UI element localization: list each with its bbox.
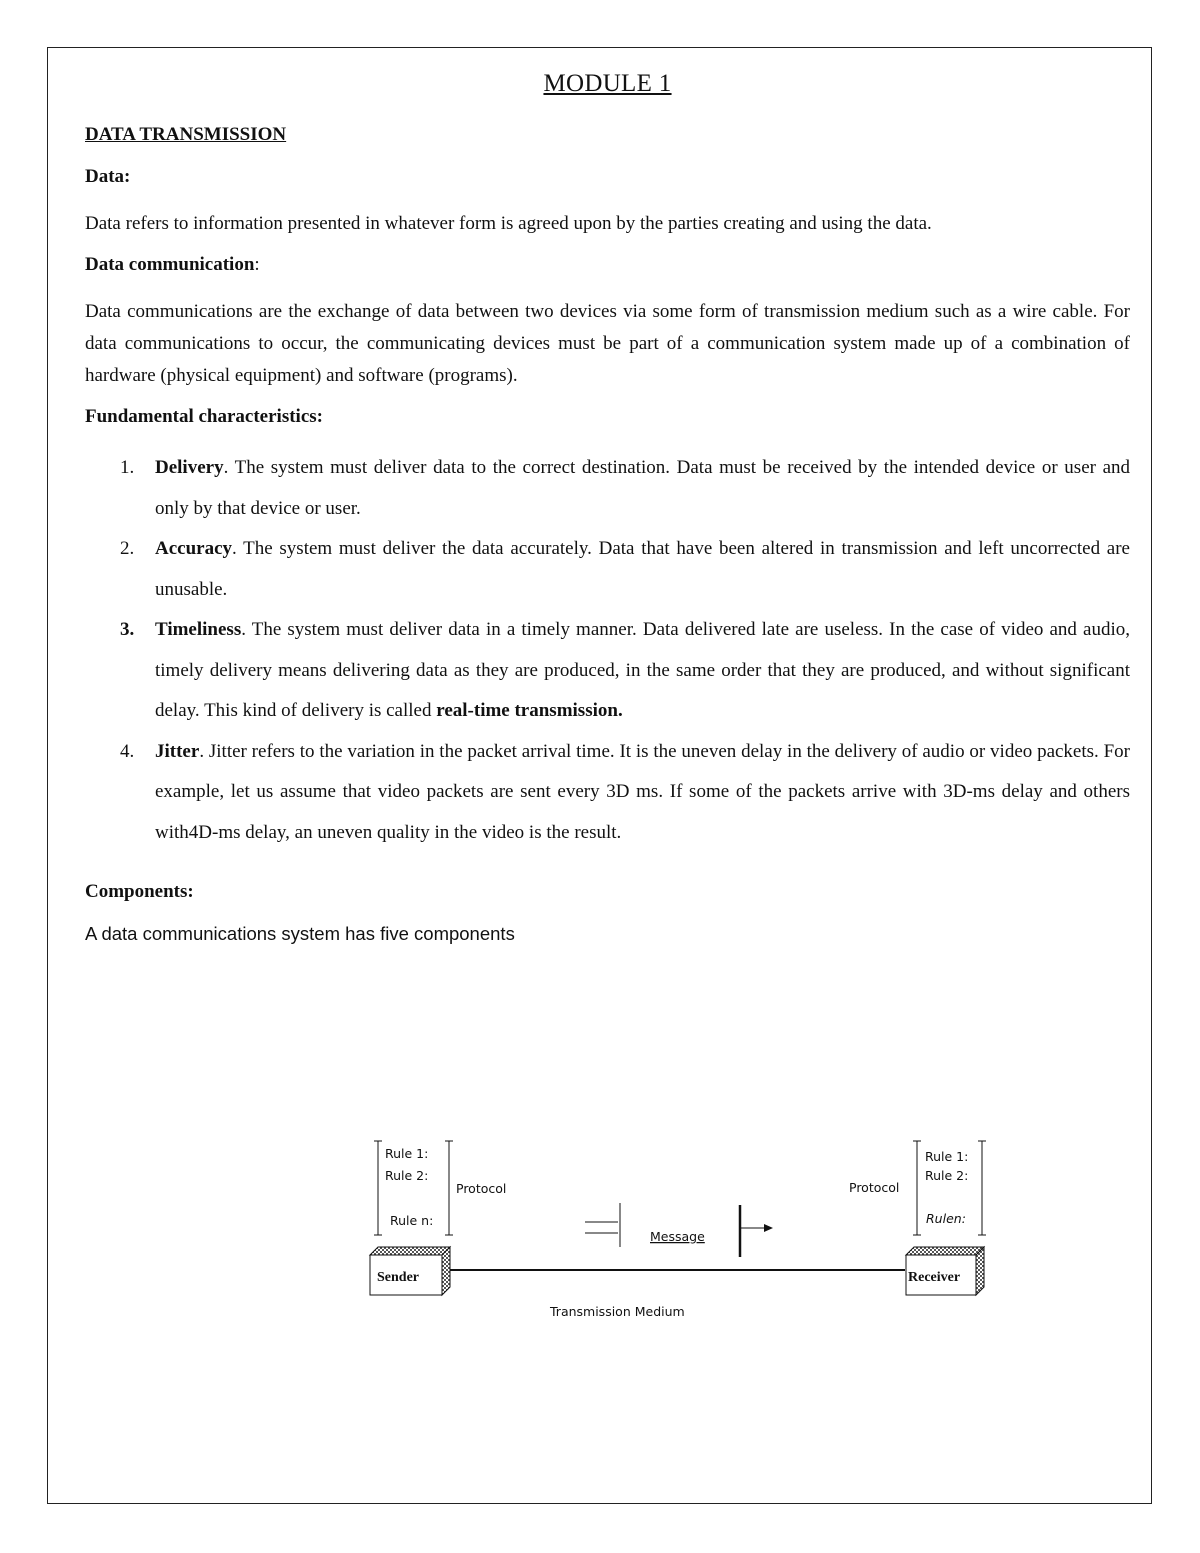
transmission-medium-label: Transmission Medium bbox=[550, 1304, 685, 1319]
characteristics-list bbox=[85, 448, 1130, 853]
left-rule-1: Rule 1: bbox=[385, 1146, 429, 1161]
data-communication-heading-text: Data communication bbox=[85, 254, 255, 275]
communication-diagram-svg bbox=[360, 1135, 1000, 1335]
section-title: DATA TRANSMISSION bbox=[85, 124, 287, 145]
list-term: Timeliness bbox=[155, 619, 242, 640]
list-text: . Jitter refers to the variation in the packet arrival time. It is the uneven delay in the delivery of audio or video packets. For example, let us assume that video packets are sent every 3D ms. If some of the packets arrive with 3D-ms delay and others with4D-ms delay, an uneven quality in the video is the result. bbox=[155, 740, 1130, 843]
list-number: 3. bbox=[120, 619, 135, 640]
components-heading: Components: bbox=[85, 881, 194, 902]
list-text: . The system must deliver the data accurately. Data that have been altered in transmission and left uncorrected are unusable. bbox=[155, 538, 1130, 600]
list-term: Accuracy bbox=[155, 538, 233, 559]
list-item-delivery bbox=[85, 448, 1130, 529]
right-rule-n: Rulen: bbox=[926, 1211, 966, 1226]
message-label: Message bbox=[650, 1229, 705, 1244]
list-number: 1. bbox=[120, 457, 135, 478]
data-communication-heading-colon: : bbox=[254, 254, 260, 275]
list-term: Jitter bbox=[155, 740, 200, 762]
list-item-timeliness bbox=[85, 610, 1130, 732]
document-content bbox=[85, 70, 1130, 945]
data-communication-heading bbox=[85, 254, 1130, 276]
list-number: 2. bbox=[120, 538, 135, 559]
list-term: Delivery bbox=[155, 457, 224, 478]
communication-diagram bbox=[360, 1135, 1000, 1335]
data-definition: Data refers to information presented in whatever form is agreed upon by the parties creating and using the data. bbox=[85, 213, 932, 234]
receiver-label: Receiver bbox=[908, 1270, 961, 1285]
left-rule-2: Rule 2: bbox=[385, 1168, 429, 1183]
sender-label: Sender bbox=[377, 1270, 419, 1285]
data-communication-definition: Data communications are the exchange of data between two devices via some form of transmission medium such as a wire cable. For data communications to occur, the communicating devices must be part of a communication system made up of a combination of hardware (physical equipment) and software (programs). bbox=[85, 301, 1130, 386]
left-rule-n: Rule n: bbox=[390, 1213, 434, 1228]
data-heading: Data: bbox=[85, 166, 131, 187]
right-rule-1: Rule 1: bbox=[925, 1149, 969, 1164]
components-lead: A data communications system has five components bbox=[85, 923, 515, 944]
fundamental-characteristics-heading: Fundamental characteristics: bbox=[85, 406, 323, 427]
list-text: . The system must deliver data to the correct destination. Data must be received by the intended device or user and only by that device or user. bbox=[155, 457, 1130, 519]
right-protocol-label: Protocol bbox=[849, 1180, 900, 1195]
list-number: 4. bbox=[120, 740, 135, 762]
list-item-accuracy bbox=[85, 529, 1130, 610]
list-text: . The system must deliver data in a timely manner. Data delivered late are useless. In the case of video and audio, timely delivery means delivering data as they are produced, in the same order that they are produced, and without significant delay. This kind of delivery is called bbox=[155, 619, 1130, 721]
list-item-jitter bbox=[85, 732, 1130, 854]
list-emphasis: real-time transmission. bbox=[436, 700, 623, 721]
module-title: MODULE 1 bbox=[543, 70, 672, 97]
left-protocol-label: Protocol bbox=[456, 1181, 507, 1196]
right-rule-2: Rule 2: bbox=[925, 1168, 969, 1183]
